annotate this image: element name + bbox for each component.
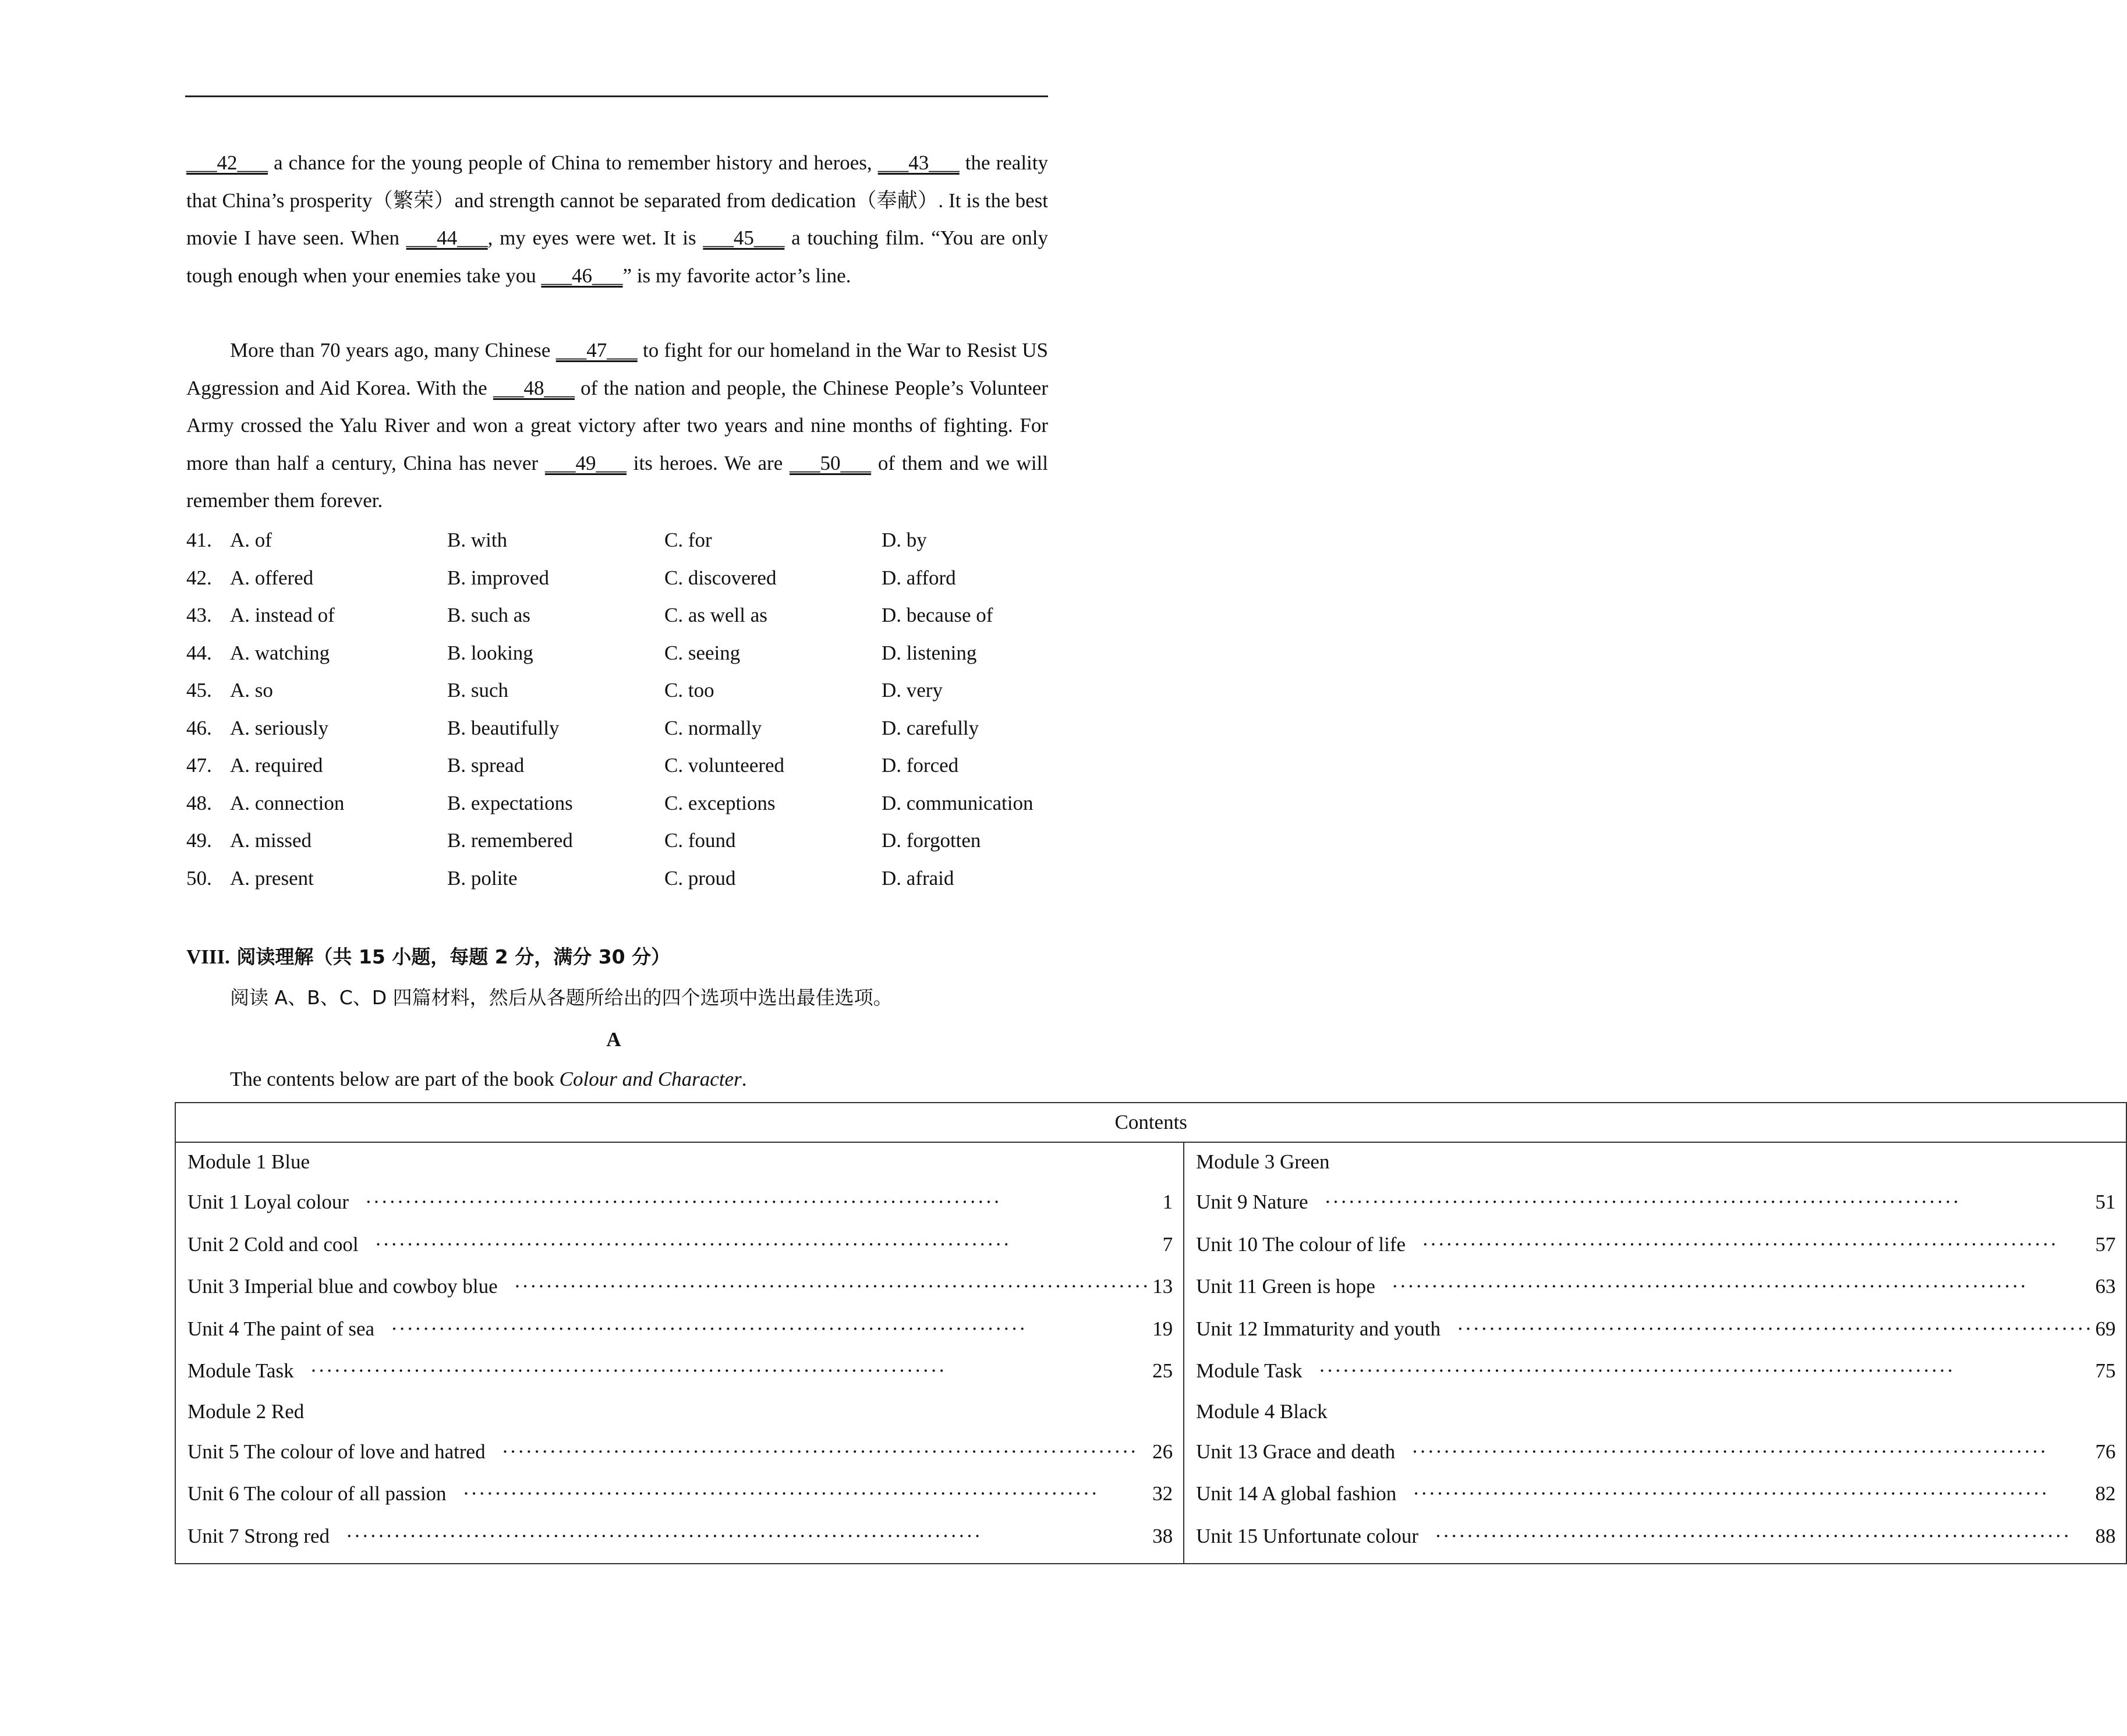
page-number: 76 [2095,1440,2116,1463]
option-a: A. present [230,866,314,890]
question-number: 50. [186,866,212,890]
contents-caption: Contents [175,1103,2126,1142]
answer-blank: ___49___ [544,451,627,474]
passage-text: More than 70 years ago, many Chinese [230,339,556,362]
question-row [186,635,1060,672]
page-number: 51 [2095,1191,2116,1213]
option-b: B. such [447,679,508,702]
entry-title: Module Task [187,1359,294,1382]
contents-entry [1196,1431,2115,1473]
question-row [186,559,1060,597]
option-a: A. so [230,679,273,702]
contents-entry [1196,1350,2115,1393]
option-c: C. seeing [664,641,741,664]
question-row [186,747,1060,785]
entry-title: Unit 9 Nature [1196,1191,1308,1213]
option-b: B. spread [447,754,525,777]
option-d: D. because of [882,604,993,626]
contents-entry [187,1431,1173,1473]
option-d: D. carefully [882,716,979,739]
question-number: 47. [186,754,212,777]
entry-title: Unit 3 Imperial blue and cowboy blue [187,1275,498,1298]
entry-title: Unit 5 The colour of love and hatred [187,1440,486,1463]
contents-entry [1196,1308,2115,1351]
option-b: B. polite [447,866,518,890]
entry-title: Module 1 Blue [187,1150,310,1173]
option-a: A. watching [230,641,330,664]
contents-entry [187,1181,1173,1224]
contents-entry [187,1224,1173,1266]
page-number: 32 [1152,1482,1173,1505]
passage-text: to fight for our homeland in the War to Resist US Aggression and Aid Korea. With the [186,339,1049,399]
option-c: C. too [664,679,714,702]
page-number: 25 [1152,1359,1173,1382]
option-a: A. of [230,529,272,551]
question-row [186,597,1060,635]
option-b: B. such as [447,604,530,626]
entry-title: Unit 10 The colour of life [1196,1232,1406,1256]
page-number: 69 [2095,1317,2116,1340]
dot-leader: ················································································ [1457,1317,2093,1340]
option-c: C. as well as [664,604,767,626]
question-row [186,822,1060,860]
dot-leader: ················································································ [374,1232,1011,1256]
contents-entry [187,1350,1173,1393]
question-number: 43. [186,604,212,626]
dot-leader: ················································································ [1411,1440,2048,1463]
answer-blank: ___42___ [186,151,268,174]
passage-paragraph-1 [186,144,1048,295]
answer-blank: ___43___ [877,151,960,174]
passage-text: its heroes. We are [626,451,790,474]
contents-entry [187,1308,1173,1351]
contents-entry [1196,1181,2115,1224]
dot-leader: ················································································ [365,1191,1001,1213]
option-a: A. seriously [230,716,329,739]
entry-title: Module Task [1196,1359,1303,1382]
option-d: D. communication [882,791,1034,814]
question-number: 48. [186,791,212,814]
dot-leader: ················································································ [1391,1275,2028,1298]
page-number: 88 [2095,1524,2116,1547]
dot-leader: ················································································ [310,1359,947,1382]
answer-blank: ___50___ [790,451,872,474]
option-b: B. looking [447,641,533,664]
option-c: C. found [664,829,736,852]
entry-title: Unit 2 Cold and cool [187,1232,359,1256]
page-number: 75 [2095,1359,2116,1382]
option-a: A. offered [230,566,314,589]
header-rule [185,95,1048,97]
contents-entry [187,1266,1173,1308]
question-number: 41. [186,529,212,551]
page-number: 13 [1152,1275,1173,1298]
entry-title: Unit 14 A global fashion [1196,1482,1397,1505]
option-c: C. volunteered [664,754,785,777]
contents-module-heading [1196,1393,2115,1431]
intro-text: The contents below are part of the book [230,1068,560,1090]
passage-paragraph-2 [186,332,1048,520]
passage-intro [230,1061,746,1098]
option-d: D. afford [882,566,956,589]
passage-text: , my eyes were wet. It is [487,226,703,249]
contents-left-column [175,1142,1184,1564]
answer-blank: ___46___ [541,264,623,287]
contents-entry [187,1473,1173,1515]
book-title: Colour and Character [559,1068,742,1090]
question-row [186,785,1060,823]
page-number: 82 [2095,1482,2116,1505]
dot-leader: ················································································ [1422,1232,2058,1256]
question-number: 44. [186,641,212,664]
option-a: A. required [230,754,323,777]
passage-text: a chance for the young people of China to remember history and heroes, [268,151,878,174]
entry-title: Unit 4 The paint of sea [187,1317,375,1340]
dot-leader: ················································································ [1435,1524,2071,1547]
option-d: D. afraid [882,866,954,890]
question-row [186,522,1060,559]
section-number: VIII. [186,945,230,968]
answer-options [186,522,1060,897]
entry-title: Unit 13 Grace and death [1196,1440,1396,1463]
dot-leader: ················································································ [514,1275,1151,1298]
option-b: B. improved [447,566,549,589]
page-number: 19 [1152,1317,1173,1340]
option-a: A. missed [230,829,312,852]
dot-leader: ················································································ [391,1317,1027,1340]
section-instruction: 阅读 A、B、C、D 四篇材料，然后从各题所给出的四个选项中选出最佳选项。 [230,986,893,1009]
option-c: C. normally [664,716,762,739]
option-a: A. instead of [230,604,335,626]
passage-text: of them and we will remember them forever. [186,451,1049,512]
dot-leader: ················································································ [1324,1191,1960,1213]
option-a: A. connection [230,791,345,814]
dot-leader: ················································································ [1413,1482,2049,1505]
entry-title: Unit 6 The colour of all passion [187,1482,447,1505]
answer-blank: ___44___ [406,226,488,249]
option-b: B. with [447,529,508,551]
contents-module-heading [187,1393,1173,1431]
contents-module-heading [187,1143,1173,1181]
contents-module-heading [1196,1143,2115,1181]
page-number: 7 [1162,1232,1173,1256]
contents-table [175,1102,2127,1564]
question-number: 46. [186,716,212,739]
entry-title: Unit 15 Unfortunate colour [1196,1524,1419,1547]
contents-entry [187,1515,1173,1558]
page-number: 63 [2095,1275,2116,1298]
passage-text: the reality that China’s prosperity（繁荣）and strength cannot be separated from dedication（奉献）. It is the best movie I have seen. When [186,151,1048,249]
answer-blank: ___47___ [555,339,638,362]
page-number: 26 [1152,1440,1173,1463]
option-d: D. listening [882,641,977,664]
option-d: D. by [882,529,927,551]
section-title: 阅读理解（共 15 小题，每题 2 分，满分 30 分） [236,945,671,968]
question-number: 45. [186,679,212,702]
option-d: D. very [882,679,943,702]
answer-blank: ___48___ [493,376,575,399]
passage-label: A [606,1028,621,1051]
option-b: B. expectations [447,791,573,814]
intro-end: . [741,1068,747,1090]
entry-title: Unit 12 Immaturity and youth [1196,1317,1441,1340]
question-row [186,860,1060,898]
dot-leader: ················································································ [1318,1359,1955,1382]
entry-title: Module 3 Green [1196,1150,1330,1173]
option-c: C. discovered [664,566,777,589]
entry-title: Unit 11 Green is hope [1196,1275,1375,1298]
contents-right-column [1184,1142,2126,1564]
option-c: C. exceptions [664,791,776,814]
dot-leader: ················································································ [501,1440,1138,1463]
section-heading [186,938,670,976]
passage-text: a touching film. “You are only tough enough when your enemies take you [186,226,1048,287]
question-row [186,710,1060,747]
option-c: C. proud [664,866,736,890]
passage-text: of the nation and people, the Chinese People’s Volunteer Army crossed the Yalu River and won a great victory after two years and nine months of fighting. For more than half a century, China has never [186,376,1048,474]
contents-entry [1196,1224,2115,1266]
option-b: B. beautifully [447,716,560,739]
question-row [186,672,1060,710]
contents-entry [1196,1515,2115,1558]
dot-leader: ················································································ [462,1482,1099,1505]
contents-entry [1196,1473,2115,1515]
page-number: 38 [1152,1524,1173,1547]
option-b: B. remembered [447,829,573,852]
question-number: 42. [186,566,212,589]
option-d: D. forgotten [882,829,981,852]
entry-title: Module 4 Black [1196,1400,1328,1423]
page-number: 1 [1162,1191,1173,1213]
option-d: D. forced [882,754,959,777]
page-number: 57 [2095,1232,2116,1256]
entry-title: Module 2 Red [187,1400,305,1423]
entry-title: Unit 1 Loyal colour [187,1191,349,1213]
dot-leader: ················································································ [346,1524,982,1547]
option-c: C. for [664,529,712,551]
question-number: 49. [186,829,212,852]
passage-text: ” is my favorite actor’s line. [622,264,851,287]
contents-entry [1196,1266,2115,1308]
entry-title: Unit 7 Strong red [187,1524,330,1547]
answer-blank: ___45___ [703,226,785,249]
